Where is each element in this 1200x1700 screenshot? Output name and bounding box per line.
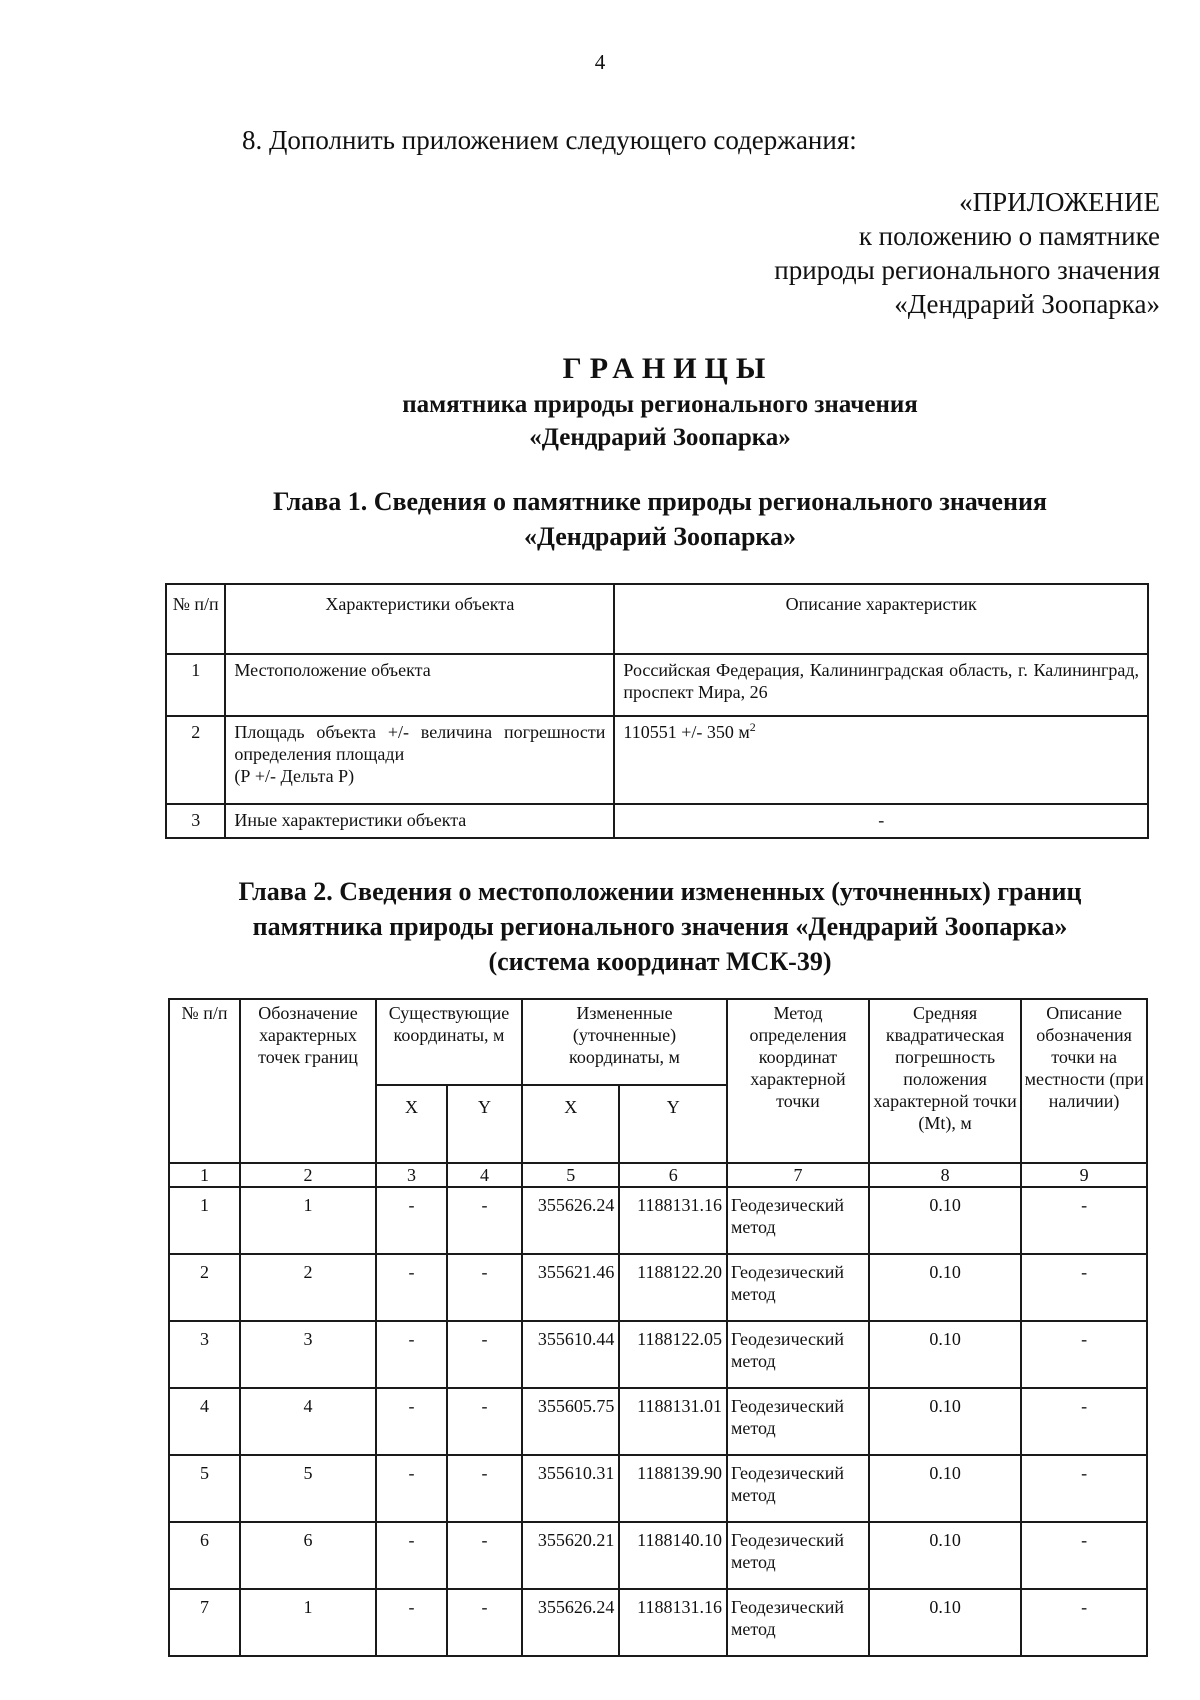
cell-existing-x: - — [376, 1187, 447, 1254]
row-desc: Российская Федерация, Калининградская область, г. Калининград, проспект Мира, 26 — [614, 654, 1148, 716]
cell-y: 1188131.16 — [619, 1187, 727, 1254]
column-index: 8 — [869, 1163, 1021, 1187]
chapter-2-line: Глава 2. Сведения о местоположении измененных (уточненных) границ — [238, 877, 1082, 906]
table-header-row — [169, 999, 1147, 1085]
cell-num: 7 — [169, 1589, 240, 1656]
cell-y: 1188140.10 — [619, 1522, 727, 1589]
cell-point: 3 — [240, 1321, 376, 1388]
column-index: 9 — [1021, 1163, 1147, 1187]
chapter-1-line: Глава 1. Сведения о памятнике природы регионального значения — [272, 487, 1047, 516]
cell-mt: 0.10 — [869, 1522, 1021, 1589]
cell-y: 1188139.90 — [619, 1455, 727, 1522]
cell-num: 2 — [169, 1254, 240, 1321]
document-title: ГРАНИЦЫ — [562, 352, 774, 385]
cell-num: 5 — [169, 1455, 240, 1522]
cell-num: 1 — [169, 1187, 240, 1254]
column-index: 7 — [727, 1163, 869, 1187]
cell-num: 3 — [169, 1321, 240, 1388]
cell-x: 355610.31 — [522, 1455, 619, 1522]
cell-mt: 0.10 — [869, 1254, 1021, 1321]
appendix-line: «Дендрарий Зоопарка» — [894, 289, 1160, 319]
appendix-line: к положению о памятнике — [858, 221, 1160, 251]
cell-method: Геодезический метод — [727, 1254, 869, 1321]
cell-existing-y: - — [447, 1388, 522, 1455]
row-desc — [614, 716, 1148, 804]
row-name-text: Площадь объекта +/- величина погрешности определения площади — [234, 722, 606, 764]
header-designation: Обозначение характерных точек границ — [240, 999, 376, 1163]
cell-point: 1 — [240, 1187, 376, 1254]
row-name-extra: (Р +/- Дельта Р) — [234, 766, 355, 786]
header-description: Описание обозначения точки на местности (при наличии) — [1021, 999, 1147, 1163]
header-existing-y: Y — [447, 1085, 522, 1163]
cell-desc: - — [1021, 1254, 1147, 1321]
row-desc: - — [614, 804, 1148, 838]
cell-mt: 0.10 — [869, 1321, 1021, 1388]
header-changed-y: Y — [619, 1085, 727, 1163]
cell-method: Геодезический метод — [727, 1321, 869, 1388]
cell-x: 355620.21 — [522, 1522, 619, 1589]
cell-y: 1188122.20 — [619, 1254, 727, 1321]
header-num: № п/п — [169, 999, 240, 1163]
column-index: 2 — [240, 1163, 376, 1187]
header-description: Описание характеристик — [614, 584, 1148, 654]
cell-existing-x: - — [376, 1455, 447, 1522]
cell-existing-x: - — [376, 1388, 447, 1455]
column-index: 5 — [522, 1163, 619, 1187]
header-method: Метод определения координат характерной точки — [727, 999, 869, 1163]
header-existing-x: X — [376, 1085, 447, 1163]
intro-text: 8. Дополнить приложением следующего содержания: — [242, 125, 857, 155]
cell-existing-x: - — [376, 1589, 447, 1656]
column-index: 6 — [619, 1163, 727, 1187]
appendix-line: природы регионального значения — [774, 255, 1160, 285]
cell-x: 355626.24 — [522, 1187, 619, 1254]
table-row — [166, 804, 1148, 838]
cell-method: Геодезический метод — [727, 1589, 869, 1656]
row-name — [225, 716, 614, 804]
cell-mt: 0.10 — [869, 1455, 1021, 1522]
cell-existing-x: - — [376, 1321, 447, 1388]
table-row — [166, 654, 1148, 716]
coordinates-table — [168, 998, 1148, 1657]
chapter-2-line: (система координат МСК-39) — [488, 947, 832, 976]
header-changed: Измененные (уточненные) координаты, м — [522, 999, 727, 1085]
chapter-1-heading — [0, 484, 1200, 554]
table-row — [169, 1254, 1147, 1321]
header-changed-x: X — [522, 1085, 619, 1163]
table-header-row — [166, 584, 1148, 654]
object-info-table — [165, 583, 1149, 839]
cell-x: 355621.46 — [522, 1254, 619, 1321]
subtitle-line: памятника природы регионального значения — [402, 391, 918, 418]
row-name: Иные характеристики объекта — [225, 804, 614, 838]
column-index: 1 — [169, 1163, 240, 1187]
cell-x: 355605.75 — [522, 1388, 619, 1455]
table-row — [169, 1589, 1147, 1656]
area-value: 110551 +/- 350 м — [623, 722, 750, 742]
cell-method: Геодезический метод — [727, 1388, 869, 1455]
chapter-1-line: «Дендрарий Зоопарка» — [523, 522, 796, 551]
cell-existing-y: - — [447, 1187, 522, 1254]
row-num: 1 — [166, 654, 225, 716]
cell-desc: - — [1021, 1589, 1147, 1656]
cell-existing-x: - — [376, 1522, 447, 1589]
cell-existing-y: - — [447, 1254, 522, 1321]
document-subtitle — [0, 388, 1200, 454]
area-unit-power: 2 — [749, 720, 756, 734]
cell-desc: - — [1021, 1321, 1147, 1388]
table-row — [169, 1522, 1147, 1589]
cell-existing-y: - — [447, 1321, 522, 1388]
cell-desc: - — [1021, 1455, 1147, 1522]
cell-desc: - — [1021, 1388, 1147, 1455]
column-index-row — [169, 1163, 1147, 1187]
chapter-2-line: памятника природы регионального значения «Дендрарий Зоопарка» — [252, 912, 1068, 941]
header-error: Средняя квадратическая погрешность положения характерной точки (Mt), м — [869, 999, 1021, 1163]
cell-y: 1188131.16 — [619, 1589, 727, 1656]
cell-existing-y: - — [447, 1589, 522, 1656]
row-num: 3 — [166, 804, 225, 838]
cell-x: 355626.24 — [522, 1589, 619, 1656]
cell-mt: 0.10 — [869, 1388, 1021, 1455]
cell-num: 6 — [169, 1522, 240, 1589]
table-row — [169, 1187, 1147, 1254]
cell-point: 2 — [240, 1254, 376, 1321]
cell-method: Геодезический метод — [727, 1455, 869, 1522]
appendix-heading — [700, 185, 1160, 321]
header-num: № п/п — [166, 584, 225, 654]
chapter-2-heading — [0, 874, 1200, 979]
cell-mt: 0.10 — [869, 1589, 1021, 1656]
cell-x: 355610.44 — [522, 1321, 619, 1388]
column-index: 4 — [447, 1163, 522, 1187]
header-existing: Существующие координаты, м — [376, 999, 522, 1085]
cell-desc: - — [1021, 1187, 1147, 1254]
table-row — [169, 1321, 1147, 1388]
appendix-line: «ПРИЛОЖЕНИЕ — [959, 187, 1160, 217]
table-row — [169, 1388, 1147, 1455]
cell-point: 1 — [240, 1589, 376, 1656]
cell-existing-y: - — [447, 1522, 522, 1589]
cell-existing-x: - — [376, 1254, 447, 1321]
subtitle-line: «Дендрарий Зоопарка» — [529, 424, 791, 451]
cell-num: 4 — [169, 1388, 240, 1455]
cell-mt: 0.10 — [869, 1187, 1021, 1254]
column-index: 3 — [376, 1163, 447, 1187]
page-number: 4 — [594, 50, 606, 74]
cell-desc: - — [1021, 1522, 1147, 1589]
row-name: Местоположение объекта — [225, 654, 614, 716]
cell-y: 1188122.05 — [619, 1321, 727, 1388]
cell-point: 5 — [240, 1455, 376, 1522]
cell-point: 6 — [240, 1522, 376, 1589]
table-row — [166, 716, 1148, 804]
table-row — [169, 1455, 1147, 1522]
cell-method: Геодезический метод — [727, 1522, 869, 1589]
header-characteristics: Характеристики объекта — [225, 584, 614, 654]
row-num: 2 — [166, 716, 225, 804]
cell-point: 4 — [240, 1388, 376, 1455]
cell-y: 1188131.01 — [619, 1388, 727, 1455]
cell-method: Геодезический метод — [727, 1187, 869, 1254]
cell-existing-y: - — [447, 1455, 522, 1522]
